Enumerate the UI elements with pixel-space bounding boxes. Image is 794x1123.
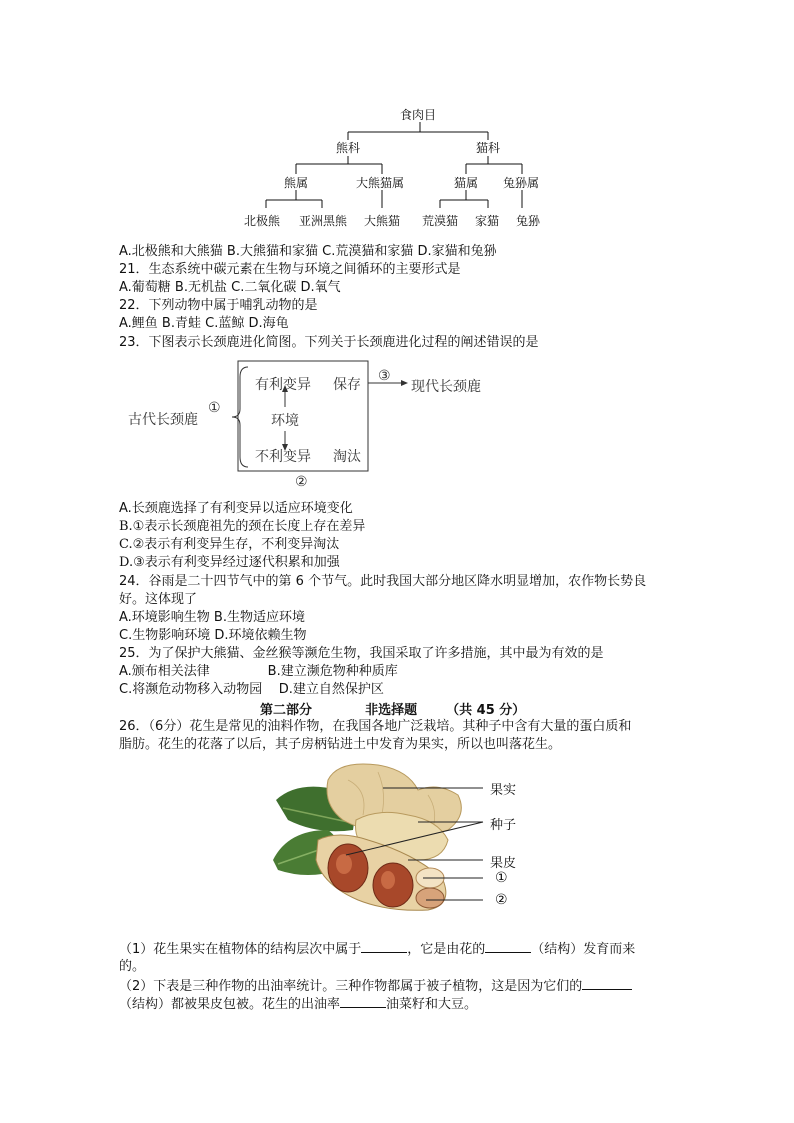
q26-blank-1[interactable] — [361, 940, 407, 953]
unfavorable-variation-label: 不利变异 — [255, 449, 311, 465]
circle-1-label: ① — [208, 400, 221, 416]
q20-options: A.北极熊和大熊猫 B.大熊猫和家猫 C.荒漠猫和家猫 D.家猫和兔狲 — [119, 244, 497, 259]
q26-sub1-a: （1）花生果实在植物体的结构层次中属于 — [119, 942, 362, 957]
modern-giraffe-label: 现代长颈鹿 — [411, 379, 481, 395]
favorable-variation-label: 有利变异 — [255, 377, 311, 393]
tree-species-polar-bear: 北极熊 — [244, 214, 281, 228]
peanut-circle-1-label: ① — [495, 870, 508, 886]
q21-stem: 21．生态系统中碳元素在生物与环境之间循环的主要形式是 — [119, 262, 461, 277]
tree-genus-ursus: 熊属 — [284, 176, 309, 190]
q22-stem: 22．下列动物中属于哺乳动物的是 — [119, 298, 318, 313]
q23-option-b: B.①表示长颈鹿祖先的颈在长度上存在差异 — [119, 519, 366, 534]
q26-sub2-c: 油菜籽和大豆。 — [386, 997, 478, 1012]
q26-sub1-b: ，它是由花的 — [407, 942, 486, 957]
preserve-label: 保存 — [333, 377, 361, 393]
q26-sub1-c: （结构）发育而来 — [531, 942, 636, 957]
section2-score: （共 45 分） — [446, 703, 526, 718]
q26-blank-3[interactable] — [582, 977, 632, 990]
q26-blank-4[interactable] — [340, 995, 386, 1008]
eliminate-label: 淘汰 — [333, 449, 361, 465]
q26-blank-2[interactable] — [485, 940, 531, 953]
q24-stem-line1: 24．谷雨是二十四节气中的第 6 个节气。此时我国大部分地区降水明显增加，农作物长势良 — [119, 574, 647, 589]
environment-label: 环境 — [271, 413, 299, 429]
section2-heading — [260, 699, 525, 718]
section2-title: 非选择题 — [365, 703, 418, 718]
q25-stem: 25．为了保护大熊猫、金丝猴等濒危生物，我国采取了许多措施，其中最为有效的是 — [119, 646, 604, 661]
q26-sub1-line2: 的。 — [119, 959, 146, 974]
q23-stem: 23．下图表示长颈鹿进化简图。下列关于长颈鹿进化过程的阐述错误的是 — [119, 335, 539, 350]
circle-2-label: ② — [295, 474, 308, 490]
q21-options: A.葡萄糖 B.无机盐 C.二氧化碳 D.氧气 — [119, 280, 341, 295]
q23-option-c: C.②表示有利变异生存，不利变异淘汰 — [119, 537, 340, 552]
q26-stem-line1: 26．（6分）花生是常见的油料作物，在我国各地广泛栽培。其种子中含有大量的蛋白质和 — [119, 719, 632, 734]
tree-genus-otocolobus: 兔狲属 — [503, 176, 540, 190]
tree-genus-ailuropoda: 大熊猫属 — [356, 176, 405, 190]
peanut-pericarp-label: 果皮 — [490, 856, 517, 871]
tree-family-cat: 猫科 — [476, 141, 501, 155]
tree-species-pallas-cat: 兔狲 — [516, 214, 541, 228]
tree-genus-felis: 猫属 — [454, 176, 479, 190]
tree-family-bear: 熊科 — [336, 141, 361, 155]
peanut-seed-label: 种子 — [490, 818, 517, 833]
tree-species-house-cat: 家猫 — [475, 214, 500, 228]
q24-stem-line2: 好。这体现了 — [119, 592, 198, 607]
ancient-giraffe-label: 古代长颈鹿 — [128, 412, 198, 428]
q26-sub2-line2 — [119, 995, 477, 1014]
tree-species-giant-panda: 大熊猫 — [364, 214, 401, 228]
q25-options-line1: A.颁布相关法律 B.建立濒危物种种质库 — [119, 664, 398, 679]
peanut-illustration — [268, 760, 578, 935]
q25-options-line2: C.将濒危动物移入动物园 D.建立自然保护区 — [119, 682, 384, 697]
q26-sub1-line1 — [119, 940, 635, 959]
tree-species-chinese-mountain-cat: 荒漠猫 — [422, 214, 459, 228]
q23-option-a: A.长颈鹿选择了有利变异以适应环境变化 — [119, 501, 353, 516]
q26-sub2-line1 — [119, 977, 632, 996]
q24-options-line1: A.环境影响生物 B.生物适应环境 — [119, 610, 305, 625]
peanut-circle-2-label: ② — [495, 892, 508, 908]
tree-species-black-bear: 亚洲黑熊 — [299, 214, 348, 228]
circle-3-label: ③ — [378, 368, 391, 384]
q26-stem-line2: 脂肪。花生的花落了以后，其子房柄钻进土中发育为果实，所以也叫落花生。 — [119, 737, 562, 752]
q23-option-d: D.③表示有利变异经过逐代积累和加强 — [119, 555, 340, 570]
q22-options: A.鲤鱼 B.青蛙 C.蓝鲸 D.海龟 — [119, 316, 289, 331]
peanut-fruit-label: 果实 — [490, 783, 517, 798]
section2-part: 第二部分 — [260, 703, 313, 718]
tree-root: 食肉目 — [400, 108, 437, 122]
q26-sub2-b: （结构）都被果皮包被。花生的出油率 — [119, 997, 341, 1012]
q26-sub2-a: （2）下表是三种作物的出油率统计。三种作物都属于被子植物，这是因为它们的 — [119, 979, 583, 994]
q24-options-line2: C.生物影响环境 D.环境依赖生物 — [119, 628, 307, 643]
